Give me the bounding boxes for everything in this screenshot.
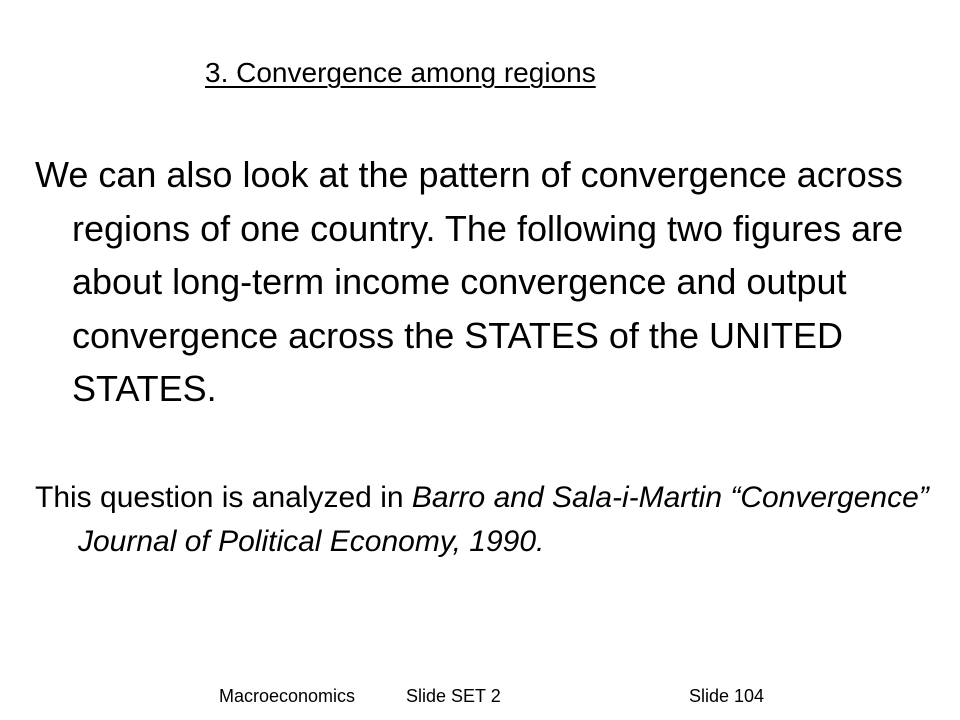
footer-slide-number: Slide 104 — [689, 686, 765, 706]
reference-prefix: This question is analyzed in — [35, 481, 412, 514]
footer-slide-set: Slide SET 2 — [406, 686, 501, 706]
slide-title: 3. Convergence among regions — [205, 57, 596, 88]
body-paragraph-reference — [35, 476, 935, 564]
footer-course: Macroeconomics — [219, 686, 356, 706]
body-paragraph-convergence: We can also look at the pattern of convergence across regions of one country. The following two figures are about long-term income convergence and output convergence across the STATES of the UNITED STATES. — [35, 154, 904, 409]
reference-citation: Barro and Sala-i-Martin “Convergence” Journal of Political Economy, 1990. — [78, 481, 929, 558]
